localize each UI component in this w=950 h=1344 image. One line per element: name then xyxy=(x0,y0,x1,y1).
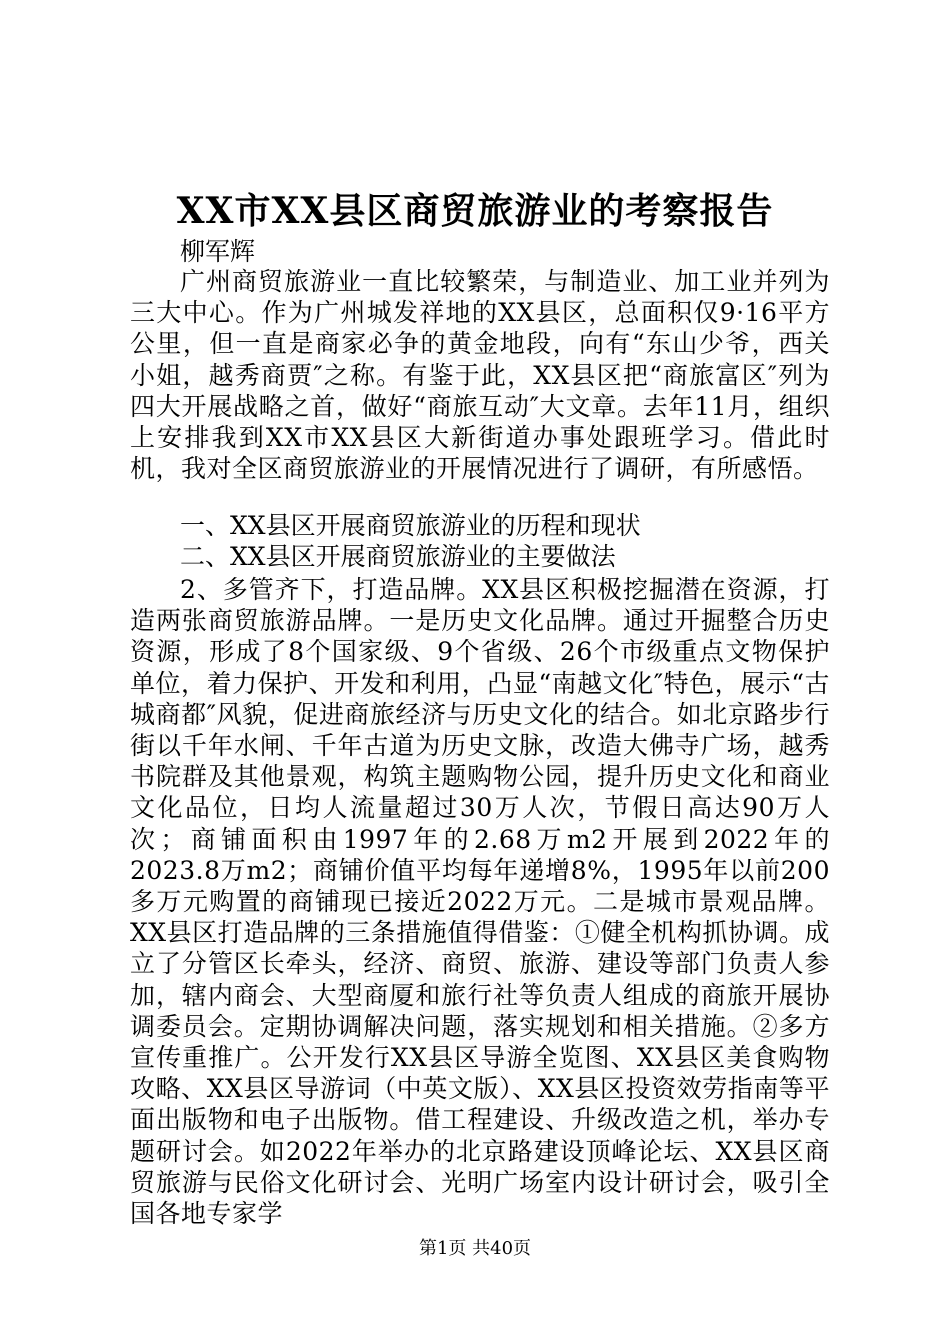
page-footer: 第1页 共40页 xyxy=(418,1238,532,1259)
author-name: 柳军辉 xyxy=(180,237,256,266)
intro-paragraph: 广州商贸旅游业一直比较繁荣，与制造业、加工业并列为三大中心。作为广州城发祥地的XX县区，总面积仅9·16平方公里，但一直是商家必争的黄金地段，向有“东山少爷，西关小姐，越秀商贾″之称。有鉴于此，XX县区把“商旅富区″列为四大开展战略之首，做好“商旅互动″大文章。去年11月，组织上安排我到XX市XX县区大新街道办事处跟班学习。借此时机，我对全区商贸旅游业的开展情况进行了调研，有所感悟。 xyxy=(130,267,830,484)
section-2-paragraph: 2、多管齐下，打造品牌。XX县区积极挖掘潜在资源，打造两张商贸旅游品牌。一是历史文化品牌。通过开掘整合历史资源，形成了8个国家级、9个省级、26个市级重点文物保护单位，着力保护、开发和利用，凸显“南越文化″特色，展示“古城商都″风貌，促进商旅经济与历史文化的结合。如北京路步行街以千年水闸、千年古道为历史文脉，改造大佛寺广场，越秀书院群及其他景观，构筑主题购物公园，提升历史文化和商业文化品位，日均人流量超过30万人次，节假日高达90万人次；商铺面积由1997年的2.68万m2开展到2022年的2023.8万m2；商铺价值平均每年递增8%，1995年以前200多万元购置的商铺现已接近2022万元。二是城市景观品牌。XX县区打造品牌的三条措施值得借鉴：①健全机构抓协调。成立了分管区长牵头，经济、商贸、旅游、建设等部门负责人参加，辖内商会、大型商厦和旅行社等负责人组成的商旅开展协调委员会。定期协调解决问题，落实规划和相关措施。②多方宣传重推广。公开发行XX县区导游全览图、XX县区美食购物攻略、XX县区导游词（中英文版）、XX县区投资效劳指南等平面出版物和电子出版物。借工程建设、升级改造之机，举办专题研讨会。如2022年举办的北京路建设顶峰论坛、XX县区商贸旅游与民俗文化研讨会、光明广场室内设计研讨会，吸引全国各地专家学 xyxy=(130,575,830,1229)
document-title: XX市XX县区商贸旅游业的考察报告 xyxy=(176,190,774,232)
section-2-heading: 二、XX县区开展商贸旅游业的主要做法 xyxy=(180,542,616,571)
section-1-heading: 一、XX县区开展商贸旅游业的历程和现状 xyxy=(180,511,641,540)
